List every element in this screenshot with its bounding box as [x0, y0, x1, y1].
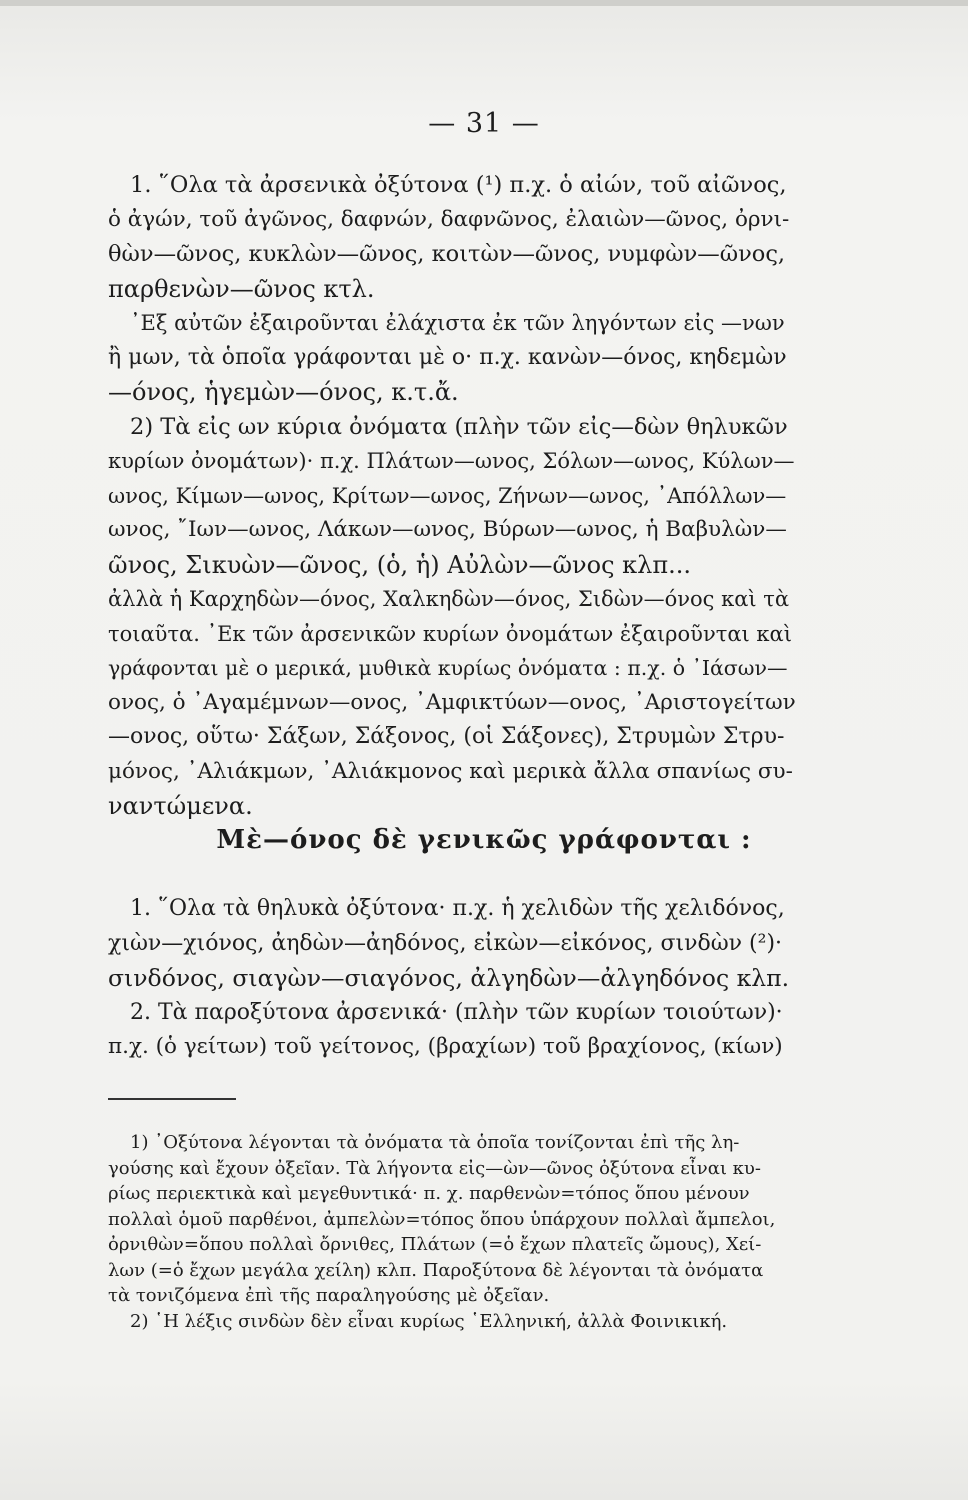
text-line: ωνος, ῎Ιων—ωνος, Λάκων—ωνος, Βύρων—ωνος, ἡ Βαβυλὼν— [108, 517, 787, 542]
footnote-line: ρίως περιεκτικὰ καὶ μεγεθυντικά· π. χ. παρθενὼν=τόπος ὅπου μένουν [108, 1183, 750, 1204]
text-line: τοιαῦτα. ᾿Εκ τῶν ἀρσενικῶν κυρίων ὀνομάτων ἐξαιροῦνται καὶ [108, 621, 792, 646]
text-line: ὁ ἀγών, τοῦ ἀγῶνος, δαφνών, δαφνῶνος, ἐλαιὼν—ῶνος, ὀρνι- [108, 206, 790, 232]
footnote-line: τὰ τονιζόμενα ἐπὶ τῆς παραληγούσης μὲ ὀξεῖαν. [108, 1285, 550, 1306]
footnote-line: γούσης καὶ ἔχουν ὀξεῖαν. Τὰ λήγοντα εἰς—ὼν—ῶνος ὀξύτονα εἶναι κυ- [108, 1157, 761, 1179]
text-line: χιὼν—χιόνος, ἀηδὼν—ἀηδόνος, εἰκὼν—εἰκόνος, σινδὼν (²)· [108, 930, 783, 956]
text-line: ᾿Εξ αὐτῶν ἐξαιροῦνται ἐλάχιστα ἐκ τῶν ληγόντων εἰς —νων [130, 311, 785, 335]
text-line: 2) Τὰ εἰς ων κύρια ὀνόματα (πλὴν τῶν εἰς—δὼν θηλυκῶν [130, 413, 788, 440]
footnotes [108, 1130, 788, 1334]
text-line: κυρίων ὀνομάτων)· π.χ. Πλάτων—ωνος, Σόλων—ωνος, Κύλων— [108, 449, 795, 473]
text-line: γράφονται μὲ ο μερικά, μυθικὰ κυρίως ὀνόματα : π.χ. ὁ ᾿Ιάσων— [108, 656, 788, 680]
footnote-line: ὀρνιθὼν=ὅπου πολλαὶ ὄρνιθες, Πλάτων (=ὁ ἔχων πλατεῖς ὤμους), Χεί- [108, 1234, 762, 1255]
text-line: 1. ῞Ολα τὰ ἀρσενικὰ ὀξύτονα (¹) π.χ. ὁ αἰών, τοῦ αἰῶνος, [130, 172, 787, 198]
text-line: ναντώμενα. [108, 792, 253, 820]
text-line: ἀλλὰ ἡ Καρχηδὼν—όνος, Χαλκηδὼν—όνος, Σιδὼν—όνος καὶ τὰ [108, 587, 790, 611]
text-line: π.χ. (ὁ γείτων) τοῦ γείτονος, (βραχίων) τοῦ βραχίονος, (κίων) [108, 1034, 783, 1059]
section-heading: Μὲ—όνος δὲ γενικῶς γράφονται : [216, 825, 752, 855]
text-line: μόνος, ᾿Αλιάκμων, ᾿Αλιάκμονος καὶ μερικὰ ἄλλα σπανίως συ- [108, 758, 793, 784]
page-top-edge [0, 0, 968, 6]
section-2-text [108, 892, 796, 1065]
text-line: ῶνος, Σικυὼν—ῶνος, (ὁ, ἡ) Αὐλὼν—ῶνος κλπ... [108, 550, 692, 579]
text-line: —όνος, ἡγεμὼν—όνος, κ.τ.ἄ. [108, 378, 459, 406]
footnote-line: 2) ῾Η λέξις σινδὼν δὲν εἶναι κυρίως ῾Ελληνική, ἀλλὰ Φοινικική. [130, 1310, 728, 1332]
text-line: παρθενὼν—ῶνος κτλ. [108, 274, 375, 303]
text-line: ονος, ὁ ᾿Αγαμέμνων—ονος, ᾿Αμφικτύων—ονος, ᾿Αριστογείτων [108, 689, 796, 715]
text-line: ωνος, Κίμων—ωνος, Κρίτων—ωνος, Ζήνων—ωνος, ᾿Απόλλων— [108, 483, 787, 508]
footnote-line: πολλαὶ ὁμοῦ παρθένοι, ἀμπελὼν=τόπος ὅπου ὑπάρχουν πολλαὶ ἄμπελοι, [108, 1208, 776, 1230]
text-line: 1. ῞Ολα τὰ θηλυκὰ ὀξύτονα· π.χ. ἡ χελιδὼν τῆς χελιδόνος, [130, 896, 785, 921]
text-line: θὼν—ῶνος, κυκλὼν—ῶνος, κοιτὼν—ῶνος, νυμφὼν—ῶνος, [108, 241, 786, 267]
footnote-line: 1) ᾿Οξύτονα λέγονται τὰ ὀνόματα τὰ ὁποῖα τονίζονται ἐπὶ τῆς λη- [130, 1132, 740, 1153]
page-number: — 31 — [428, 108, 540, 139]
footnote-separator [108, 1098, 236, 1100]
section-1-text [108, 168, 796, 824]
footnote-line: λων (=ὁ ἔχων μεγάλα χείλη) κλπ. Παροξύτονα δὲ λέγονται τὰ ὀνόματα [108, 1259, 764, 1281]
text-line: σινδόνος, σιαγὼν—σιαγόνος, ἀλγηδὼν—ἀλγηδόνος κλπ. [108, 964, 790, 992]
text-line: —ονος, οὕτω· Σάξων, Σάξονος, (οἱ Σάξονες), Στρυμὼν Στρυ- [108, 724, 785, 749]
text-line: 2. Τὰ παροξύτονα ἀρσενικά· (πλὴν τῶν κυρίων τοιούτων)· [130, 999, 783, 1025]
text-line: ἢ μων, τὰ ὁποῖα γράφονται μὲ ο· π.χ. κανὼν—όνος, κηδεμὼν [108, 344, 787, 370]
